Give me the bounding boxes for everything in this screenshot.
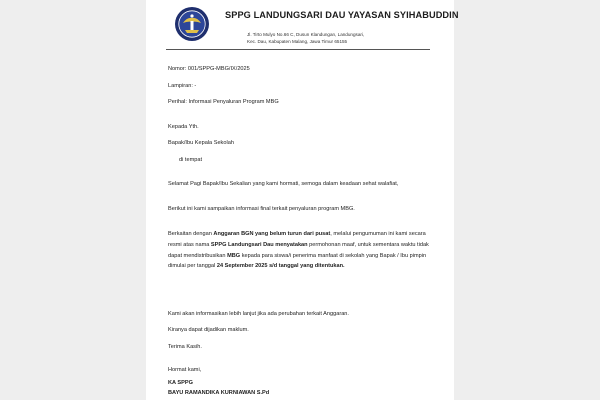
address-line-1: Jl. Tirto Mulyo No.66 C, Dusun Klandungan, Landungsari,: [247, 32, 365, 37]
main-bold-statement: SPPG Landungsari Dau menyatakan: [210, 241, 308, 248]
signature-title: KA SPPG: [168, 380, 193, 386]
main-paragraph: [168, 229, 436, 272]
main-bold-date: 24 September 2025 s/d tanggal yang ditentukan.: [216, 263, 345, 270]
main-bold-budget: Anggaran BGN yang belum turun dari pusat: [213, 231, 331, 237]
main-text-part: , melalui pengumuman ini kami secara resmi atas nama: [168, 231, 426, 248]
main-text-part: kepada para siswa/i penerima manfaat di sekolah yang Bapak / Ibu pimpin dimulai per tanggal: [168, 252, 427, 270]
main-bold-program: MBG: [227, 252, 241, 259]
recipient-place: di tempat: [179, 157, 203, 163]
letter-number: Nomor: 001/SPPG-MBG/IX/2025: [168, 66, 250, 72]
main-text-part: permohonan maaf, untuk sementara waktu tidak dapat mendistribusikan: [168, 241, 429, 259]
closing-text-2: Terima Kasih.: [168, 344, 202, 350]
signature-name: BAYU RAMANDIKA KURNIAWAN S.Pd: [168, 390, 270, 396]
closing-text-1: Kiranya dapat dijadikan maklum.: [168, 327, 249, 333]
recipient-salutation: Kepada Yth.: [168, 124, 199, 130]
greeting-text: Selamat Pagi Bapak/Ibu Sekalian yang kami hormati, semoga dalam keadaan sehat walafiat,: [168, 181, 399, 187]
intro-text: Berikut ini kami sampaikan informasi final terkait penyaluran program MBG.: [168, 206, 355, 212]
letterhead-divider: [166, 49, 430, 50]
recipient-name: Bapak/Ibu Kepala Sekolah: [168, 140, 234, 146]
organization-name: SPPG LANDUNGSARI DAU YAYASAN SYIHABUDDIN: [225, 10, 459, 20]
letter-attachment: Lampiran: -: [168, 83, 197, 89]
letter-page: [146, 0, 459, 400]
followup-text: Kami akan informasikan lebih lanjut jika ada perubahan terkait Anggaran.: [168, 311, 349, 317]
organization-address: [247, 31, 364, 46]
organization-logo-icon: [174, 6, 210, 42]
signature-regards: Hormat kami,: [168, 367, 202, 373]
main-text-part: Berkaitan dengan: [168, 231, 214, 237]
letter-subject: Perihal: Informasi Penyaluran Program MBG: [168, 99, 279, 105]
address-line-2: Kec. Dau, Kabupaten Malang, Jawa Timur 65155: [247, 39, 348, 45]
